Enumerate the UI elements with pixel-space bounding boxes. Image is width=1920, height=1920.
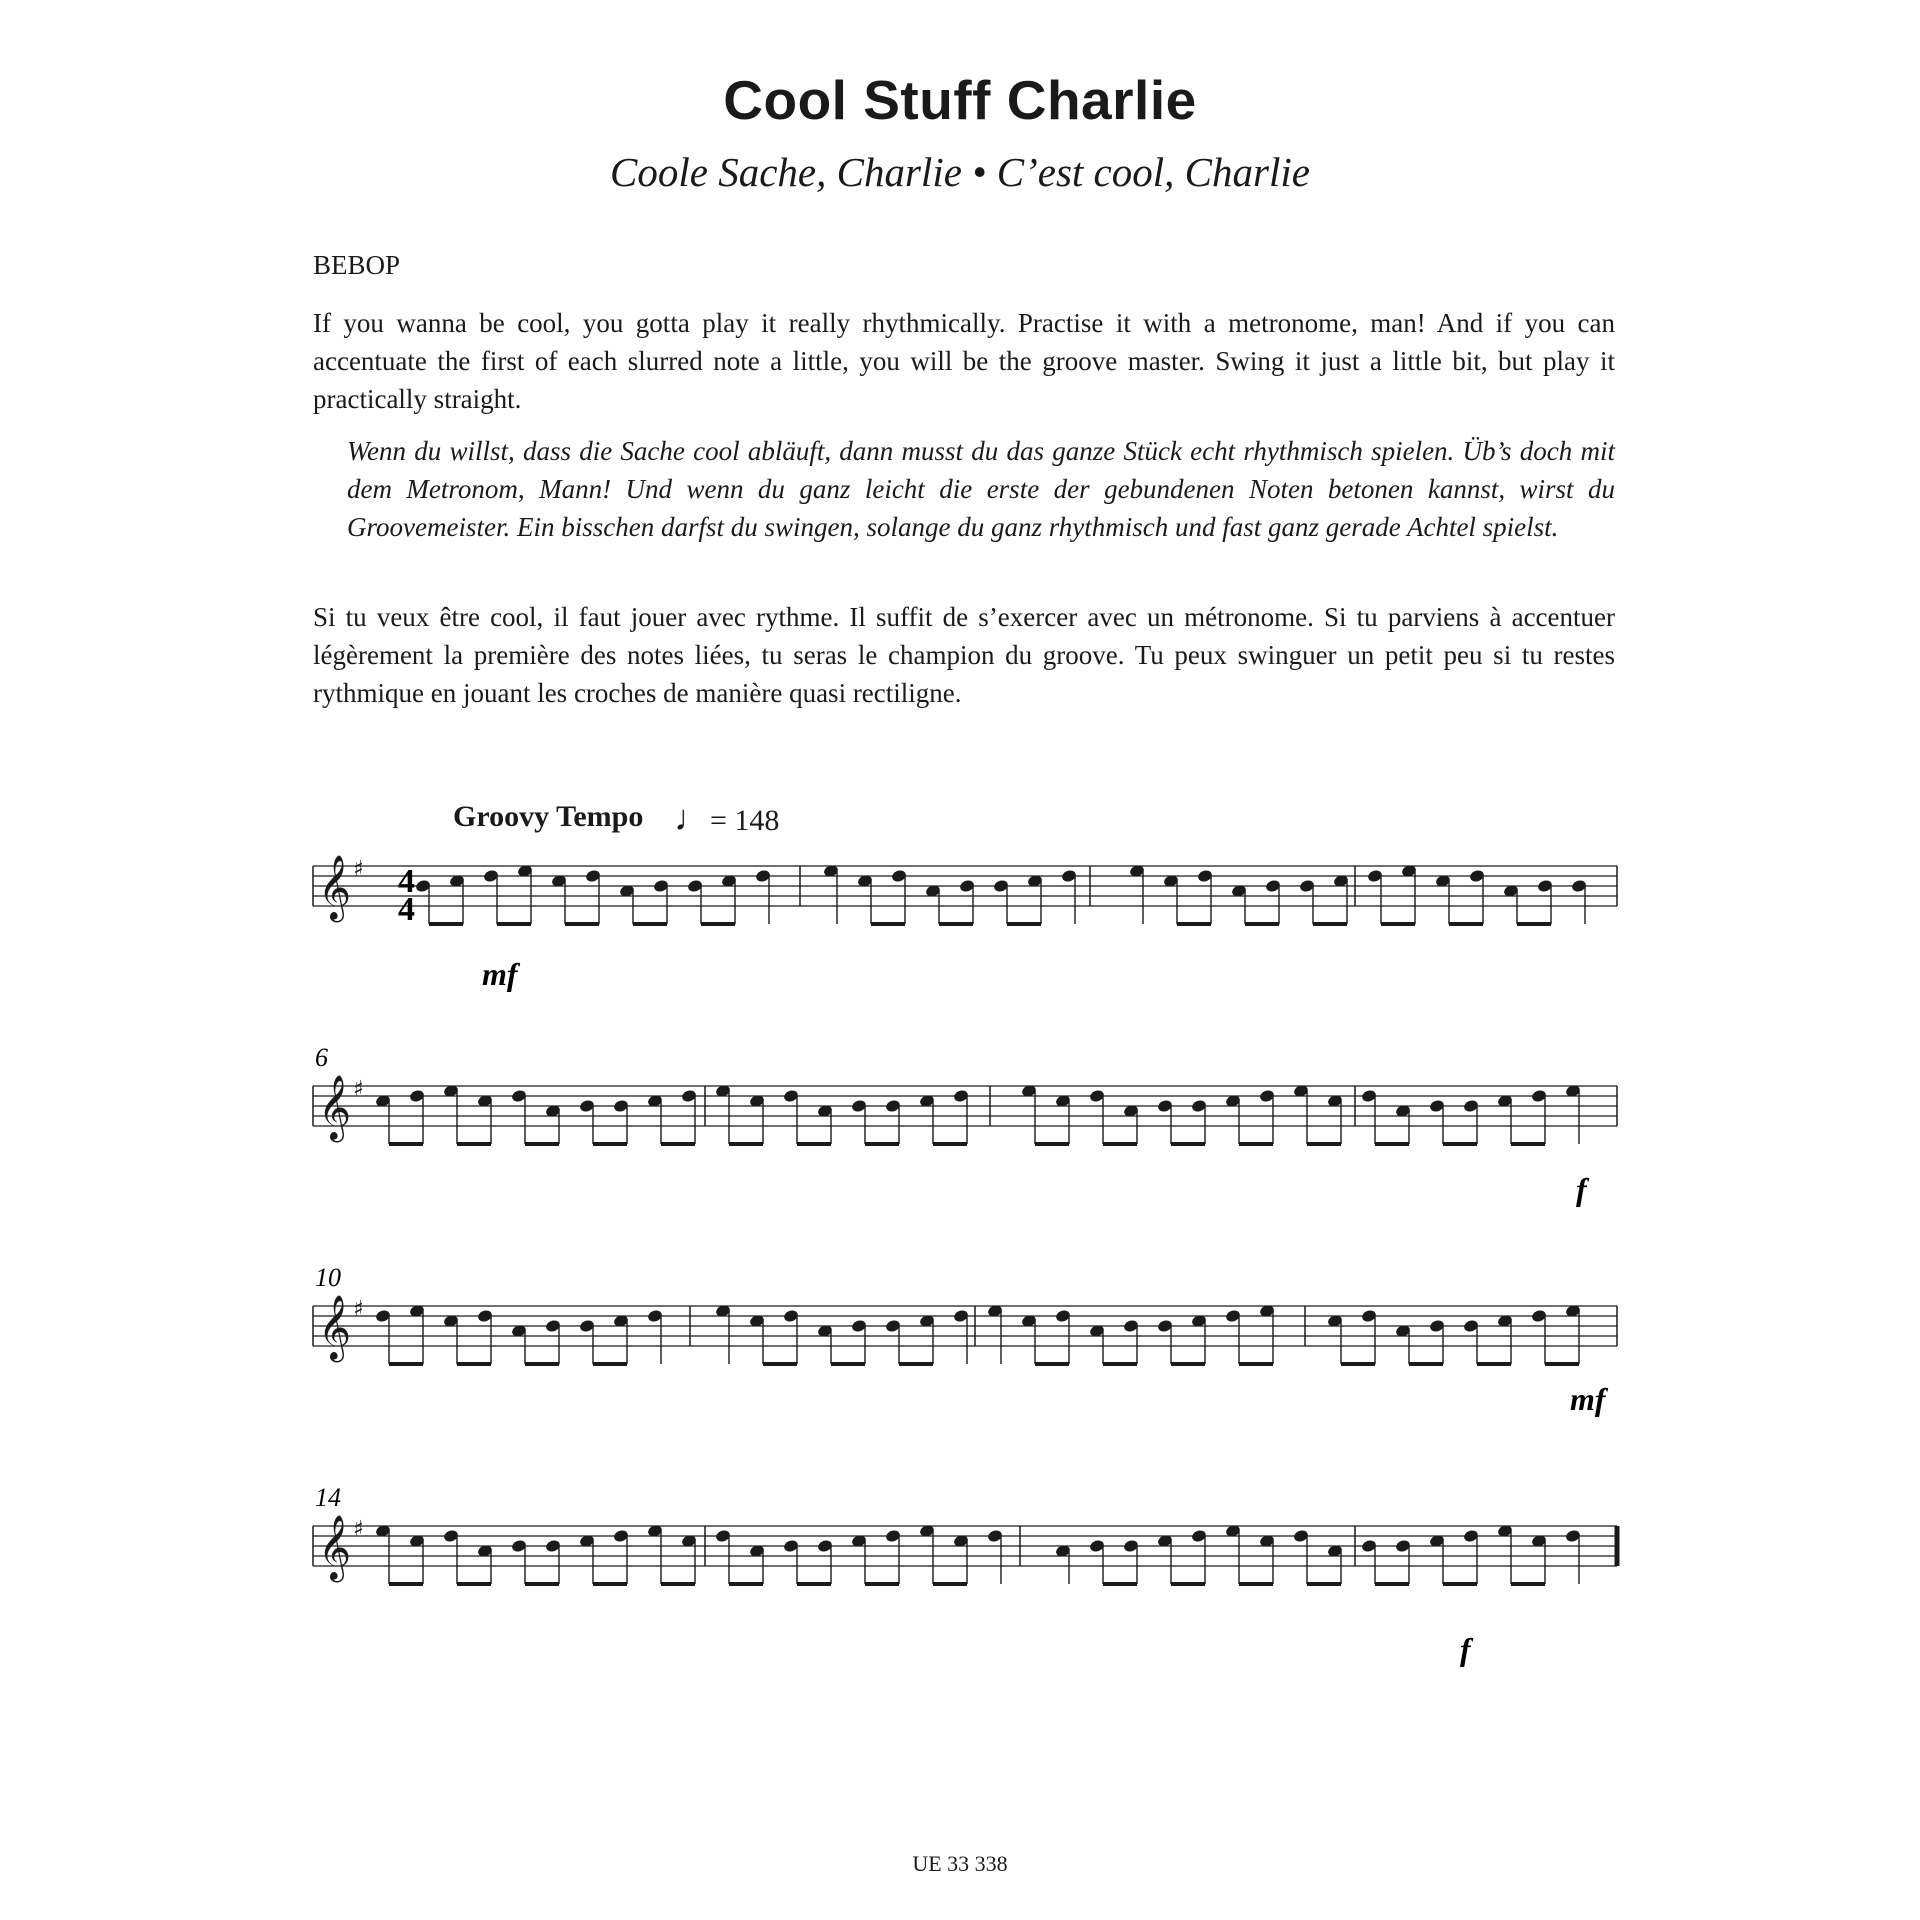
sharp-icon: ♯ [353,1077,364,1102]
dynamic-mf: mf [482,956,518,992]
time-signature-bottom: 4 [398,891,415,928]
treble-clef-icon: 𝄞 [318,855,352,920]
metronome-value: = 148 [710,804,780,837]
sharp-icon: ♯ [353,857,364,882]
measure-number-10: 10 [315,1263,341,1292]
tempo-marking: Groovy Tempo [453,800,644,833]
dynamic-mf: mf [1570,1381,1606,1417]
sharp-icon: ♯ [353,1297,364,1322]
instructions-german: Wenn du willst, dass die Sache cool abläuft, dann musst du das ganze Stück echt rhythmisch spielen. Üb’s doch mit dem Metronom, Mann! Und wenn du ganz leicht die erste der gebundenen Noten betonen kannst, wirst du Groovemeister. Ein bisschen darfst du swingen, solange du ganz rhythmisch und fast ganz gerade Achtel spielst. [347,436,1615,542]
page-subtitle: Coole Sache, Charlie • C’est cool, Charlie [610,149,1310,195]
measure-number-6: 6 [315,1043,328,1072]
quarter-note-icon: ♩ [674,798,710,838]
instructions-french: Si tu veux être cool, il faut jouer avec rythme. Il suffit de s’exercer avec un métronome. Si tu parviens à accentuer légèrement la première des notes liées, tu seras le champion du groove. Tu peux swinguer un petit peu si tu restes rythmique en jouant les croches de manière quasi rectiligne. [313,602,1615,708]
measure-number-14: 14 [315,1483,341,1512]
edition-number: UE 33 338 [912,1851,1008,1876]
time-signature-top: 4 [398,863,415,900]
treble-clef-icon: 𝄞 [318,1515,352,1580]
instructions-english: If you wanna be cool, you gotta play it really rhythmically. Practise it with a metronome, man! And if you can accentuate the first of each slurred note a little, you will be the groove master. Swing it just a little bit, but play it practically straight. [313,308,1615,414]
sharp-icon: ♯ [353,1517,364,1542]
page-title: Cool Stuff Charlie [723,69,1197,131]
treble-clef-icon: 𝄞 [318,1295,352,1360]
treble-clef-icon: 𝄞 [318,1075,352,1140]
dynamic-f: f [1576,1171,1587,1207]
section-label: BEBOP [313,250,401,280]
dynamic-f: f [1460,1631,1471,1667]
